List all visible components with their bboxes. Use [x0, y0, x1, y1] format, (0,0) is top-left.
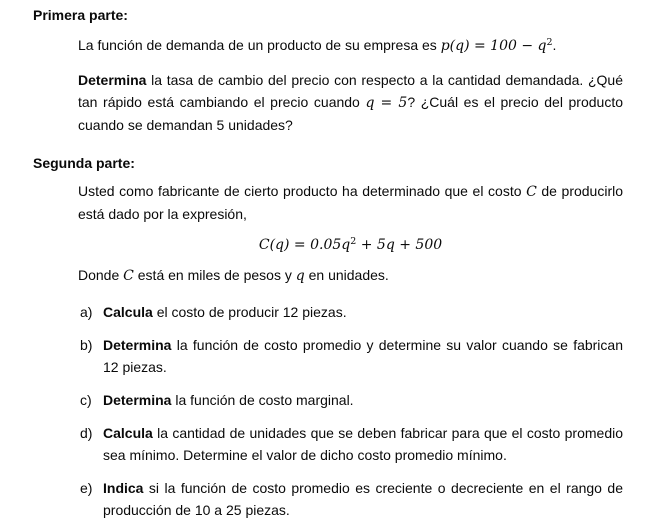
task-list — [80, 301, 623, 521]
list-marker-d: d) — [80, 425, 93, 441]
part2-intro-text-1: Usted como fabricante de cierto producto ha determinado que el costo — [78, 183, 527, 199]
list-marker-c: c) — [80, 392, 92, 408]
list-item-a — [80, 301, 623, 323]
part1-task-verb: Determina — [78, 72, 147, 88]
list-item-e-text: Indica si la función de costo promedio es creciente o decreciente en el rango de producción de 10 a 25 piezas. — [103, 480, 623, 518]
list-marker-e: e) — [80, 480, 93, 496]
inline-math-C-units: C — [123, 268, 134, 284]
units-note-text-1: Donde — [78, 267, 124, 283]
part1-task-text-2: ? ¿Cuál es el precio del producto cuando se demandan 5 unidades? — [78, 94, 624, 133]
list-marker-a: a) — [80, 304, 93, 320]
list-item-d — [80, 422, 623, 466]
units-note-text-2: está en miles de pesos y — [133, 267, 296, 283]
inline-math-C: C — [526, 184, 537, 200]
part1-task-paragraph — [78, 69, 623, 136]
list-item-b — [80, 334, 623, 378]
list-item-c-text: Determina la función de costo marginal. — [103, 392, 354, 408]
part1-intro-paragraph — [78, 34, 623, 57]
part1-intro-text: La función de demanda de un producto de su empresa es — [78, 37, 441, 53]
part1-task-text-1: la tasa de cambio del precio con respecto a la cantidad demandada. ¿Qué tan rápido está cambiando el precio cuando — [78, 72, 623, 110]
list-item-e — [80, 477, 623, 521]
inline-math-q-equals-5: q = 5 — [365, 95, 408, 111]
part2-intro-paragraph — [78, 180, 623, 225]
list-marker-b: b) — [80, 337, 93, 353]
list-item-c — [80, 389, 623, 411]
section-heading-primera-parte: Primera parte: — [33, 7, 128, 23]
section-heading-segunda-parte: Segunda parte: — [33, 155, 135, 171]
formula-exponent: 2 — [546, 37, 553, 48]
list-item-d-text: Calcula la cantidad de unidades que se deben fabricar para que el costo promedio sea mínimo. Determine el valor de dicho costo promedio mínimo. — [103, 425, 623, 463]
cost-function-equation — [78, 233, 623, 256]
equation-exponent: 2 — [350, 236, 357, 247]
equation-post: + 5q + 500 — [356, 237, 443, 253]
inline-math-q-units: q — [295, 268, 305, 284]
units-note-text-3: en unidades. — [304, 267, 389, 283]
demand-function-formula: $p(q) = 100 - q^2$ — [440, 37, 553, 54]
units-note-paragraph — [78, 264, 623, 287]
part1-intro-period: . — [552, 37, 557, 53]
list-item-b-text: Determina la función de costo promedio y determine su valor cuando se fabrican 12 piezas. — [103, 337, 623, 375]
list-item-a-text: Calcula el costo de producir 12 piezas. — [103, 304, 347, 320]
equation-pre: C(q) = 0.05q — [258, 237, 351, 253]
part2-intro-text-2: de producirlo está dado por la expresión, — [78, 183, 624, 222]
